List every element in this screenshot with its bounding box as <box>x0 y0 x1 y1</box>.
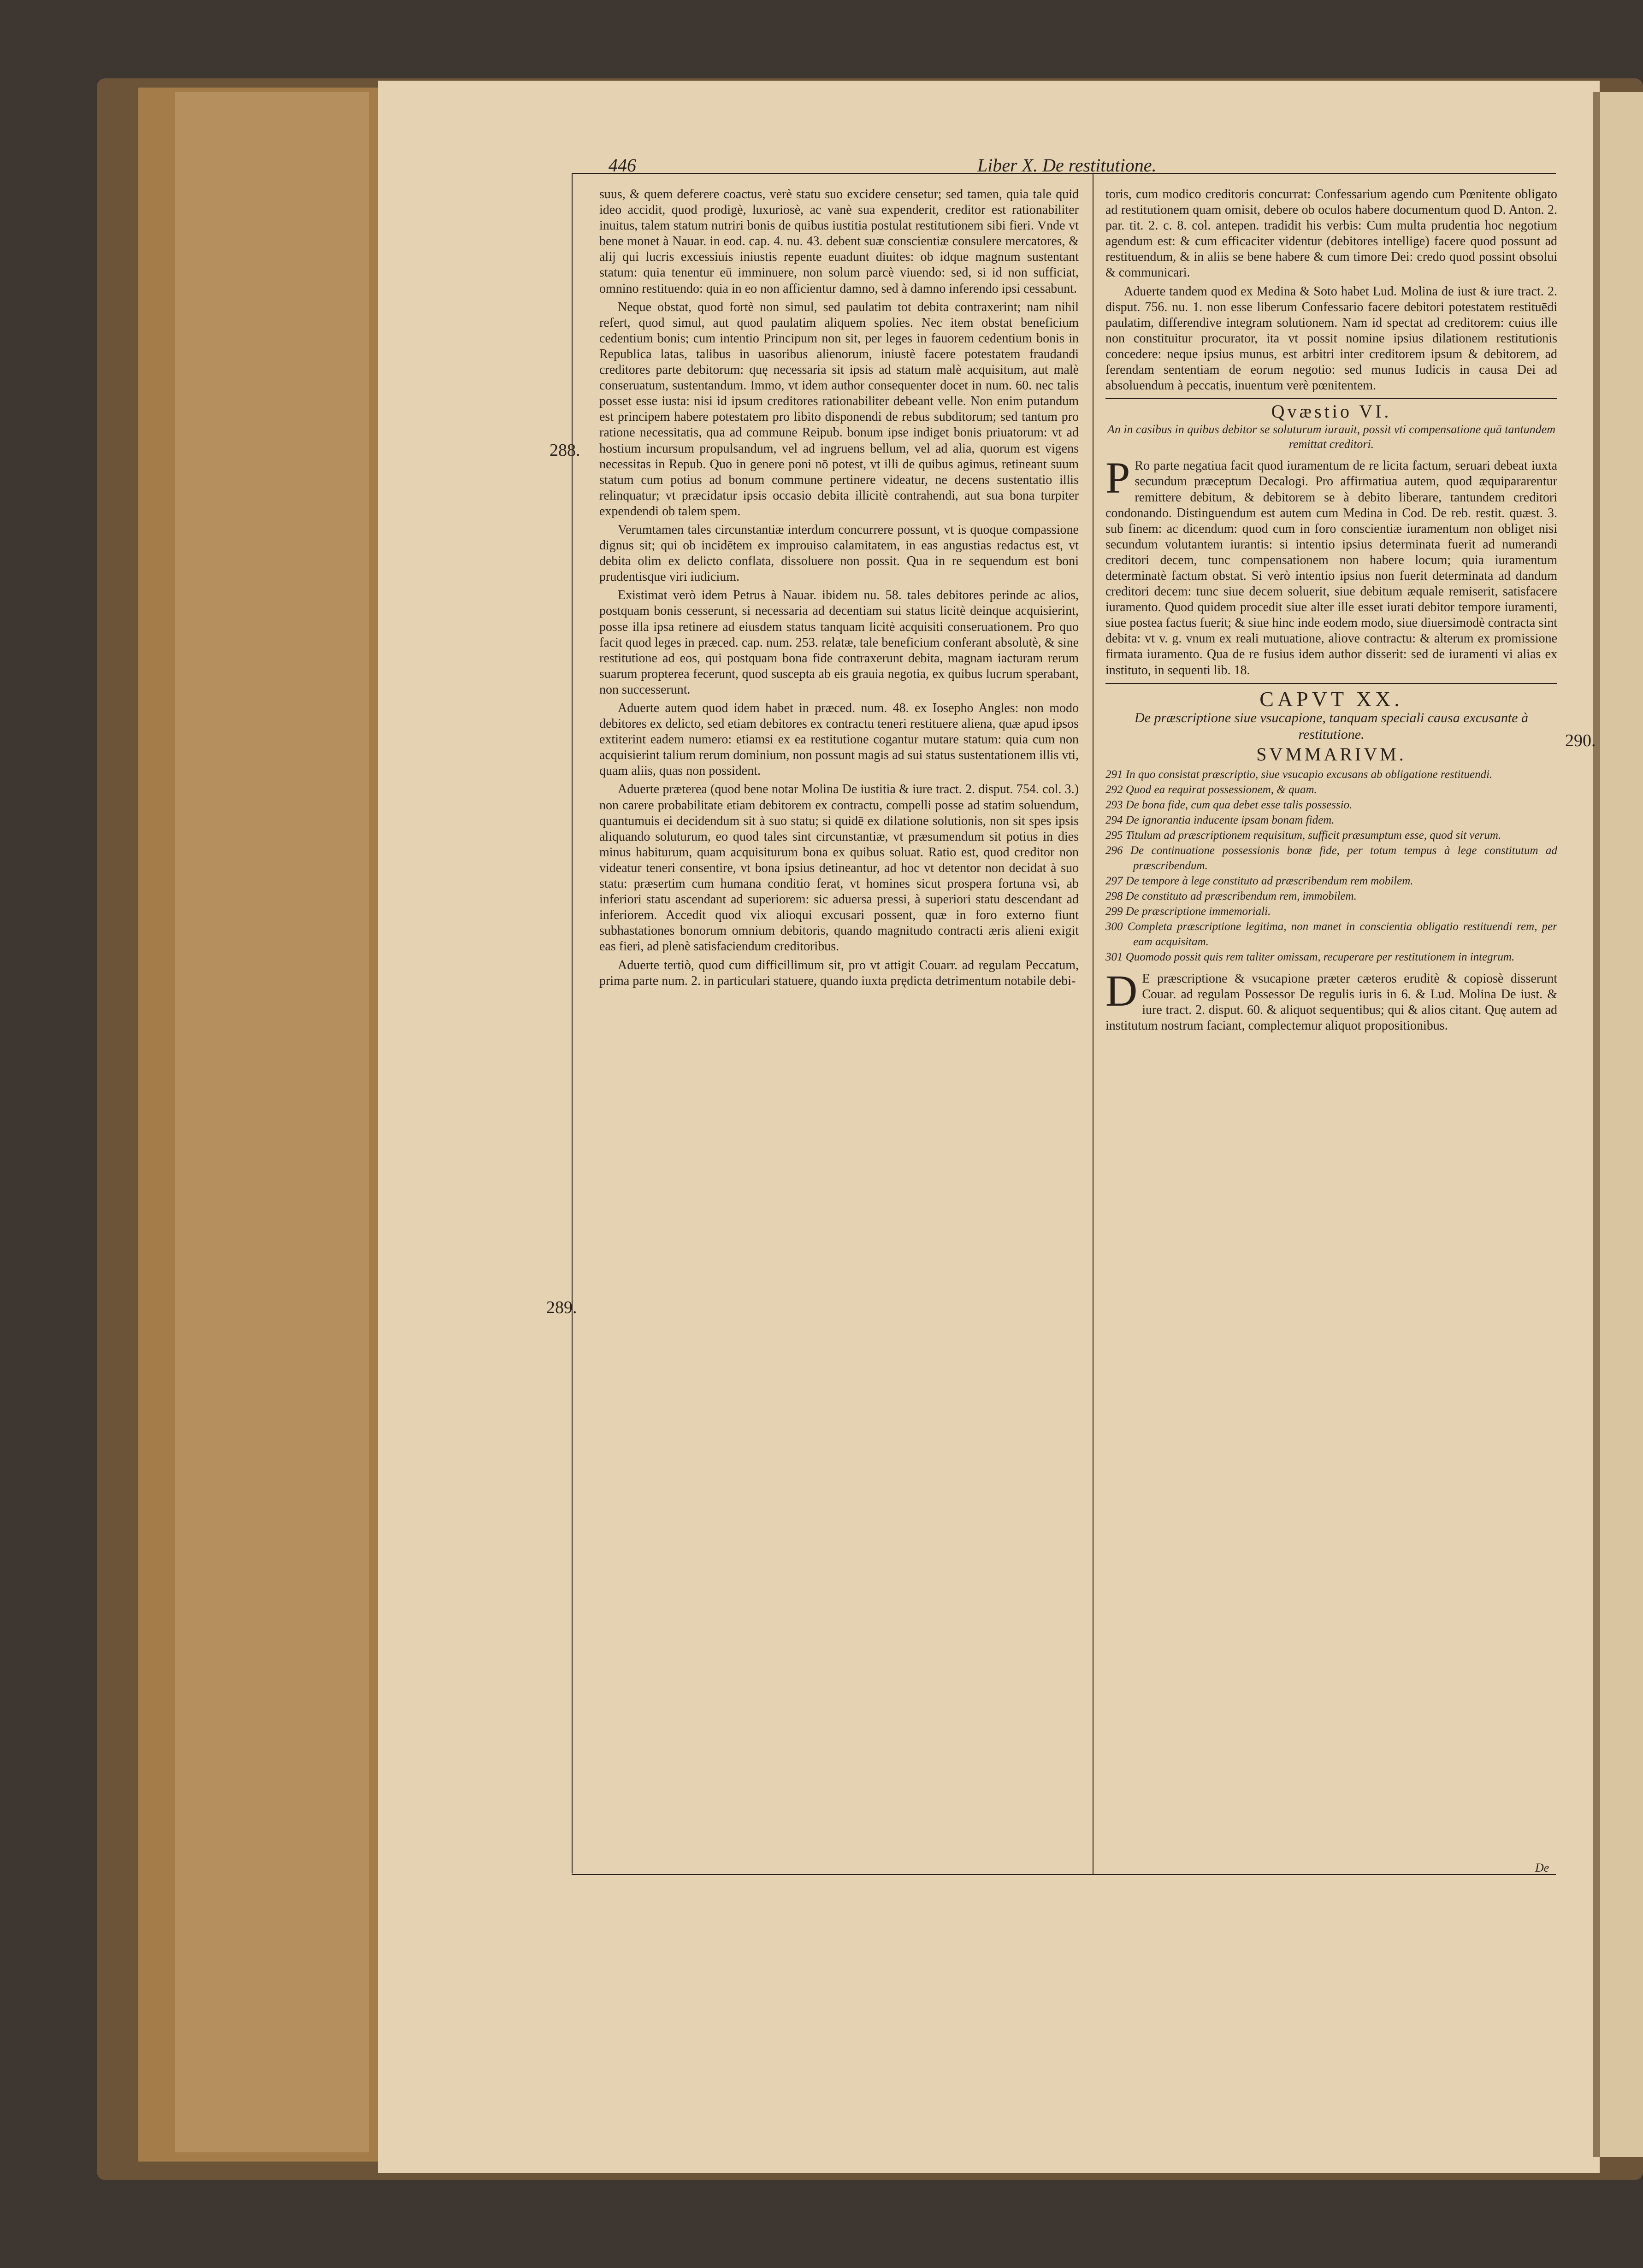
margin-number-289: 289. <box>546 1298 577 1317</box>
quaestio-subtitle: An in casibus in quibus debitor se soluturum iurauit, possit vti compensatione quā tantundem remittat creditori. <box>1107 423 1556 451</box>
list-item: 297 De tempore à lege constituto ad præscribendum rem mobilem. <box>1105 874 1413 887</box>
drop-cap: P <box>1105 453 1130 503</box>
paragraph: suus, & quem deferere coactus, verè statu suo excidere censetur; sed tamen, quia tale quid ideo accidit, quod prodigè, luxuriosè, ac vanè sua expenderit, creditor est rationabiliter inuitus, talem statum nutriri bonis de quibus iustitia postulat restitutionem sibi fieri. Vnde vt bene monet à Nauar. in eod. cap. 4. nu. 43. debent suæ conscientiæ consulere mercatores, & alij qui lucris excessiuis iniustis repente euadunt diuites: ob idque magnum sustentant statum: quia tenentur eū imminuere, non solum parcè viuendo: sed, si id non sufficiat, omnino restituendo: quia in eo non afficientur damno, sed à damno inferendo ipsi cessabunt. <box>599 187 1079 296</box>
paragraph-text: E præscriptione & vsucapione præter cæteros eruditè & copiosè disserunt Couar. ad regulam Possessor De regulis iuris in 6. & Lud. Molina De iust. & iure tract. 2. disput. 60. & aliquot sequentibus; qui & alios citant. Quę autem ad institutum nostrum faciant, complectemur aliquot propositionibus. <box>1105 971 1557 1033</box>
paragraph: Existimat verò idem Petrus à Nauar. ibidem nu. 58. tales debitores perinde ac alios, postquam bonis cesserunt, si necessaria ad decentiam sui status licitè deinque acquisierint, posse illa ipsa retinere ad eiusdem status tanquam licitè acquisiti conseruationem. Pro quo facit quod leges in præced. cap. num. 253. relatæ, tale beneficium conferant absolutè, & sine restitutione ad eos, qui postquam bona fide contraxerunt debita, magnam iacturam rerum suarum propterea fecerunt, quod suscepta ab eis grauia negotia, ex quibus lucrum sperabant, non successerunt. <box>599 588 1079 697</box>
summary-list <box>1105 767 1557 965</box>
catchword: De <box>1535 1861 1549 1874</box>
list-item: 292 Quod ea requirat possessionem, & quam. <box>1105 783 1317 796</box>
left-frame-rule <box>572 173 573 1873</box>
list-item: 299 De præscriptione immemoriali. <box>1105 905 1271 918</box>
paragraph: Aduerte præterea (quod bene notar Molina De iustitia & iure tract. 2. disput. 754. col. 3.) non carere probabilitate etiam debitorem ex contractu, compelli posse ad statim soluendum, quantumuis ei decidendum sit à suo statu; si quidē ex dilatione solutionis, non sit spes ipsis aliquando soluturum, eo quod tales sint circunstantiæ, vt præsumendum sit potius in dies minus habiturum, quam acquisiturum bona ex quibus soluat. Ratio est, quod creditor non videatur teneri consentire, vt bona ipsius detineantur, ad hoc vt detentor non decidat à suo statu: præsertim cum humana conditio ferat, vt homines sicut prospera fortuna vsi, ab inferiori statu ascendant ad superiorem: sic aduersa pressi, à superiori statu descendant ad inferiorem. Accedit quod vix alioqui excusari possent, quæ in foro externo fiunt subhastationes bonorum omnium debitoris, quando magnitudo contracti æris alieni exigit eas fieri, ad plenè satisfaciendum creditoribus. <box>599 782 1079 954</box>
footer-rule <box>572 1874 1556 1875</box>
list-item: 294 De ignorantia inducente ipsam bonam fidem. <box>1105 813 1335 826</box>
paragraph-with-dropcap <box>1105 966 1557 1034</box>
list-item: 301 Quomodo possit quis rem taliter omissam, recuperare per restitutionem in integrum. <box>1105 950 1515 963</box>
drop-cap: D <box>1105 966 1138 1015</box>
running-title: Liber X. De restitutione. <box>977 155 1157 176</box>
paragraph-with-dropcap <box>1105 453 1557 678</box>
summarium-heading: SVMMARIVM. <box>1256 743 1407 765</box>
chapter-subtitle: De præscriptione siue vsucapione, tanquam speciali causa excusante à restitutione. <box>1134 710 1528 742</box>
quaestio-heading: Qvæstio VI. <box>1271 401 1392 422</box>
list-item: 296 De continuatione possessionis bonæ fide, per totum tempus à lege constitutum ad præscribendum. <box>1105 844 1557 872</box>
margin-number-288: 288. <box>550 441 580 460</box>
right-column <box>1105 187 1557 1037</box>
paragraph: Aduerte tertiò, quod cum difficillimum sit, pro vt attigit Couarr. ad regulam Peccatum, prima parte num. 2. in particulari statuere, quando iuxta prędicta detrimentum notabile debi- <box>599 958 1079 988</box>
left-column <box>599 187 1079 992</box>
section-rule <box>1105 683 1557 684</box>
paragraph: Verumtamen tales circunstantiæ interdum concurrere possunt, vt is quoque compassione dignus sit; qui ob incidētem ex improuiso calamitatem, in eas angustias redactus est, vt debita olim ex delicto conflata, dissoluere non possit. Qua in re sequendum est boni prudentisque viri iudicium. <box>599 522 1079 584</box>
paragraph-text: Ro parte negatiua facit quod iuramentum de re licita factum, seruari debeat iuxta secundum præceptum Decalogi. Pro affirmatiua autem, quod æquipararentur remittere debitum, & debitorem se à debito liberare, tantundem creditori condonando. Distinguendum est autem cum Medina in Cod. De reb. restit. quæst. 3. sub finem: ac dicendum: quod cum in foro conscientiæ iuramentum non obliget nisi secundum volutantem iurantis: si intentio ipsius determinata fuerit ad numerandi creditori decem, tunc compensationem non habere locum; quia iuramentum determinatè factum obstat. Si verò intentio ipsius non fuerit determinata ad dandum creditori decem: tunc siue decem soluerit, siue debitum æquale remiserit, satisfacere iuramento. Quod quidem procedit siue alter ille esset iurati debitor tempore iuramenti, siue postea factus fuerit; & siue hinc inde eodem modo, siue diuersimodè contracta sint debita: vt v. g. vnum ex reali mutuatione, aliove contractu: & alterum ex promissione firmata iuramento. Qua de re fusius idem author disserit: sed de iuramenti vi alias ex instituto, in sequenti lib. 18. <box>1105 459 1557 677</box>
list-item: 295 Titulum ad præscriptionem requisitum, sufficit præsumptum esse, quod sit verum. <box>1105 829 1501 842</box>
margin-number-290: 290. <box>1565 731 1596 750</box>
list-item: 300 Completa præscriptione legitima, non manet in conscientia obligatio restituendi rem, per eam acquisitam. <box>1105 920 1557 948</box>
section-rule <box>1105 398 1557 399</box>
page-folio: 446 <box>609 155 636 176</box>
paragraph: Aduerte tandem quod ex Medina & Soto habet Lud. Molina de iust & iure tract. 2. disput. 756. nu. 1. non esse liberum Confessario facere debitori potestatem restituēdi paulatim, differendive integram solutionem. Nam id spectat ad creditorem: cuius ille non constituitur procurator, ita vt possit nomine ipsius dilationem restitutionis concedere: neque ipsius munus, est arbitri inter creditorem ipsum & debitorem, ad ferendam sententiam de eorum negotio: sed munus Iudicis in causa Dei ad absoluendum à peccatis, inuentum verè pœnitentem. <box>1105 284 1557 393</box>
paragraph: toris, cum modico creditoris concurrat: Confessarium agendo cum Pœnitente obligato ad restitutionem quam omisit, debere ob oculos habere documentum quod D. Anton. 2. par. tit. 2. c. 8. col. antepen. tradidit his verbis: Cum multa prudentia hoc negotium agendum est: & cum efficaciter videntur (debitores intellige) facere quod possunt ad restituendum, & in aliis se bene habere & cum timore Dei: credo quod possint obsolui & communicari. <box>1105 187 1557 280</box>
list-item: 298 De constituto ad præscribendum rem, immobilem. <box>1105 890 1357 902</box>
list-item: 293 De bona fide, cum qua debet esse talis possessio. <box>1105 798 1353 811</box>
paragraph: Aduerte autem quod idem habet in præced. num. 48. ex Iosepho Angles: non modo debitores ex delicto, sed etiam debitores ex contractu teneri restituere aliena, quæ apud ipsos extiterint eadem numero: etiamsi ex ea restitutione cogantur mutare statum: quia cum non acquisierint talium rerum dominium, non possunt magis ad sui status sustentationem illis vti, quam aliis, quas non possident. <box>599 701 1079 778</box>
paragraph: Neque obstat, quod fortè non simul, sed paulatim tot debita contraxerint; nam nihil refert, quod simul, aut quod paulatim aliquem spolies. Nec item obstat beneficium cedentium bonis; cum intentio Principum non sit, per leges in fauorem cedentium bonis in Republica latas, talibus in uasoribus alienorum, iniustè facere potestatem fraudandi creditores parte debitorum: quę necessaria sit ipsis ad statum malè acquisitum, aut malè conseruatum, sustentandum. Immo, vt idem author consequenter docet in num. 60. nec talis posset esse iusta: nisi id ipsum creditores rationabiliter debeant velle. Non enim putandum est principem habere potestatem pro libito disponendi de rebus subditorum; sed tantum pro ratione necessitatis, qua ad commune Reipub. bonum ipse indiget bonis priuatorum: vt ad hostium incursum propulsandum, vel ad ingruens bellum, vel ad alia, quorum est vigens necessitas in Repub. Quo in genere poni nō potest, vt illi de quibus agimus, retineant suum statum cum potius ad bonum commune pertinere videatur, ne decens sustentatio illis relinquatur; vt præcidatur ipsis occasio debita illicitè contrahendi, aut sua bona turpiter expendendi ob talem spem. <box>599 300 1079 518</box>
list-item: 291 In quo consistat præscriptio, siue vsucapio excusans ab obligatione restituendi. <box>1105 768 1493 781</box>
chapter-heading: CAPVT XX. <box>1259 687 1403 711</box>
